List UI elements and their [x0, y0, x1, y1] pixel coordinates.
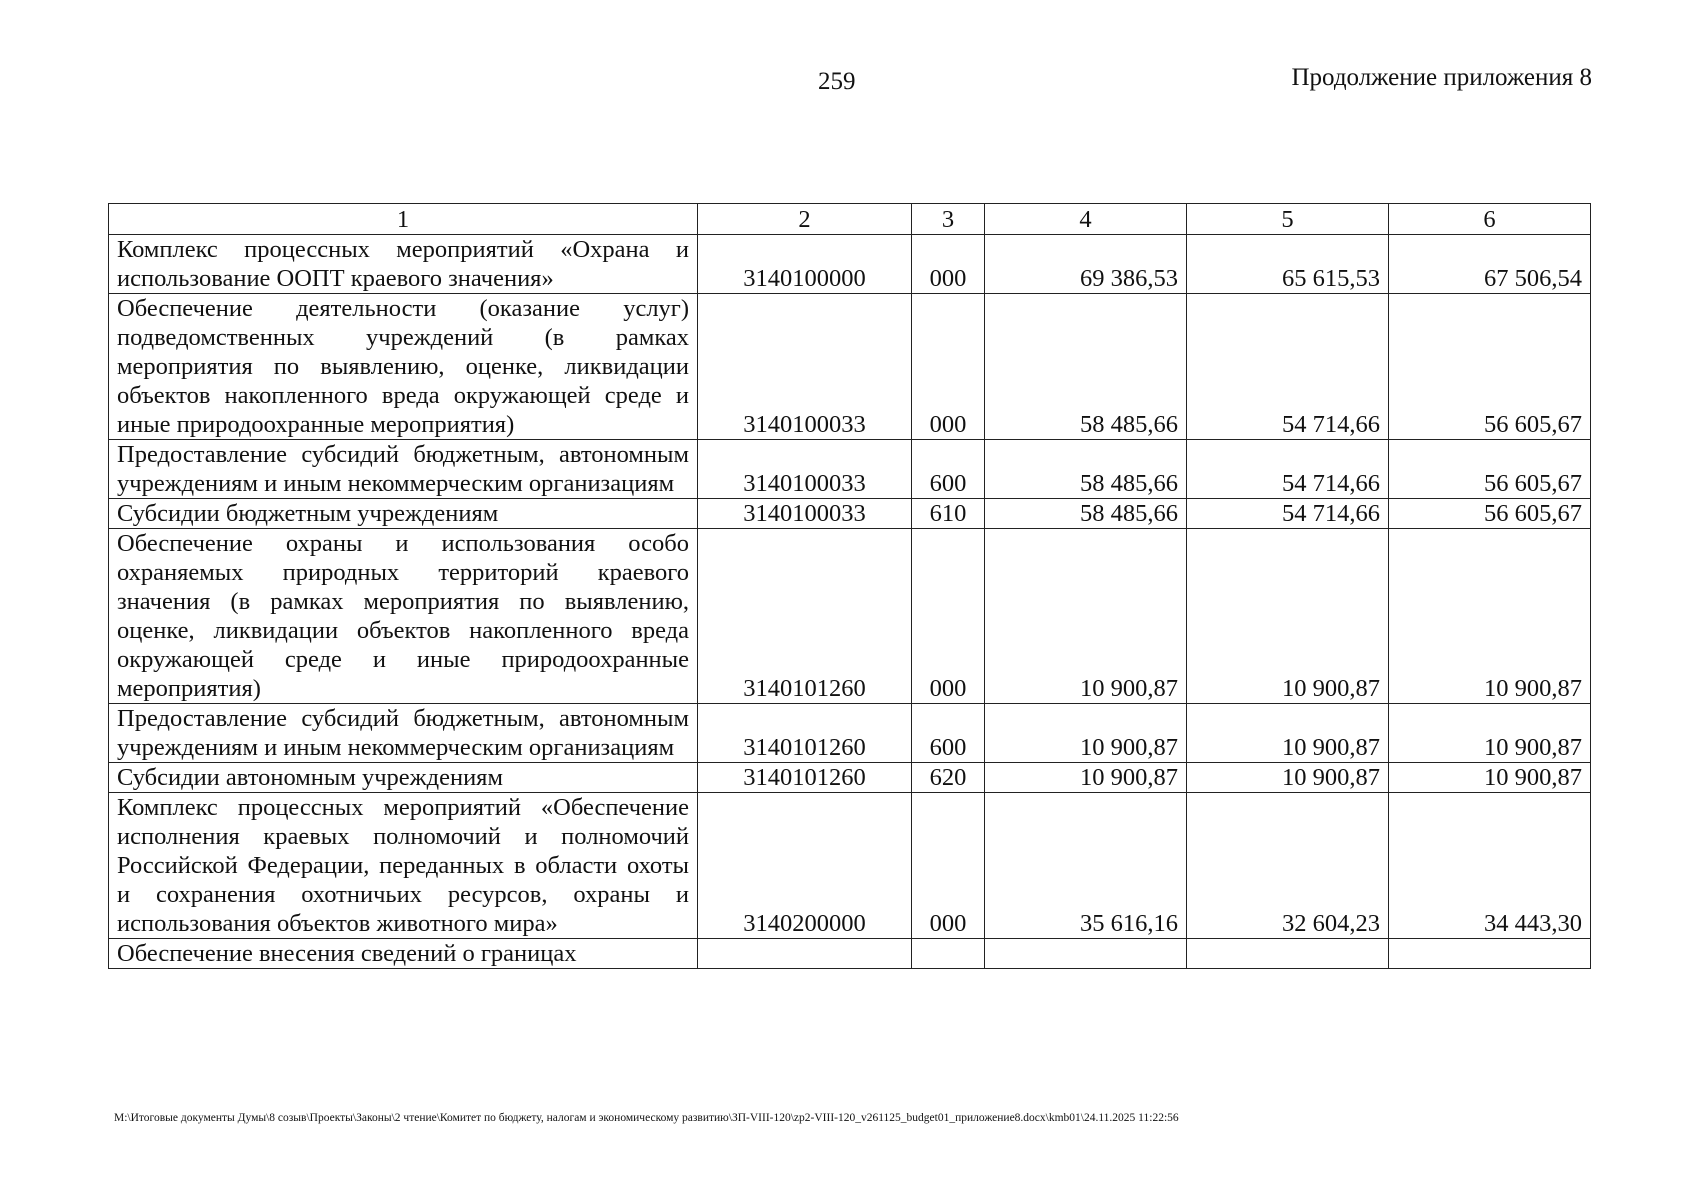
row-kind: 000 [912, 294, 985, 440]
row-value-5 [1187, 939, 1389, 969]
row-value-6: 67 506,54 [1389, 235, 1591, 294]
table-row [109, 294, 1591, 440]
row-value-5: 54 714,66 [1187, 440, 1389, 499]
file-path-footer: M:\Итоговые документы Думы\8 созыв\Проекты\Законы\2 чтение\Комитет по бюджету, налогам и экономическому развитию\ЗП-VIII-120\zp2-VIII-120_v261125_budget01_приложение8.docx\kmb01\24.11.2025 11:22:56 [114, 1112, 1179, 1124]
column-header: 2 [698, 204, 912, 235]
row-value-4: 58 485,66 [985, 440, 1187, 499]
row-code: 3140100033 [698, 440, 912, 499]
table-row [109, 704, 1591, 763]
row-value-5: 10 900,87 [1187, 529, 1389, 704]
row-value-6: 56 605,67 [1389, 294, 1591, 440]
row-value-4: 69 386,53 [985, 235, 1187, 294]
row-value-4 [985, 939, 1187, 969]
page-number: 259 [818, 68, 856, 95]
row-value-5: 65 615,53 [1187, 235, 1389, 294]
table-header-row [109, 204, 1591, 235]
row-kind: 600 [912, 704, 985, 763]
row-kind: 000 [912, 793, 985, 939]
row-name: Предоставление субсидий бюджетным, автономным учреждениям и иным некоммерческим организациям [109, 440, 698, 499]
row-value-4: 58 485,66 [985, 499, 1187, 529]
row-value-5: 10 900,87 [1187, 763, 1389, 793]
row-code: 3140101260 [698, 704, 912, 763]
row-name: Обеспечение деятельности (оказание услуг) подведомственных учреждений (в рамках мероприятия по выявлению, оценке, ликвидации объектов накопленного вреда окружающей среде и иные природоохранные мероприятия) [109, 294, 698, 440]
row-value-4: 10 900,87 [985, 529, 1187, 704]
table-row [109, 939, 1591, 969]
row-code: 3140100033 [698, 294, 912, 440]
row-name: Комплекс процессных мероприятий «Охрана и использование ООПТ краевого значения» [109, 235, 698, 294]
row-value-6: 10 900,87 [1389, 763, 1591, 793]
row-code: 3140100000 [698, 235, 912, 294]
row-value-6: 56 605,67 [1389, 499, 1591, 529]
budget-table [108, 203, 1591, 969]
row-value-5: 54 714,66 [1187, 499, 1389, 529]
row-value-5: 32 604,23 [1187, 793, 1389, 939]
row-value-6: 34 443,30 [1389, 793, 1591, 939]
appendix-continuation-label: Продолжение приложения 8 [1291, 64, 1592, 91]
row-code: 3140101260 [698, 529, 912, 704]
row-kind: 600 [912, 440, 985, 499]
row-name: Комплекс процессных мероприятий «Обеспечение исполнения краевых полномочий и полномочий Российской Федерации, переданных в области охоты и сохранения охотничьих ресурсов, охраны и использования объектов животного мира» [109, 793, 698, 939]
row-kind: 620 [912, 763, 985, 793]
row-value-4: 35 616,16 [985, 793, 1187, 939]
table-row [109, 440, 1591, 499]
row-kind [912, 939, 985, 969]
row-value-5: 54 714,66 [1187, 294, 1389, 440]
row-kind: 000 [912, 235, 985, 294]
row-code: 3140101260 [698, 763, 912, 793]
row-name: Предоставление субсидий бюджетным, автономным учреждениям и иным некоммерческим организациям [109, 704, 698, 763]
row-code: 3140100033 [698, 499, 912, 529]
table-row [109, 499, 1591, 529]
row-value-6: 10 900,87 [1389, 529, 1591, 704]
column-header: 6 [1389, 204, 1591, 235]
column-header: 1 [109, 204, 698, 235]
table-row [109, 793, 1591, 939]
row-kind: 000 [912, 529, 985, 704]
table-row [109, 235, 1591, 294]
row-code: 3140200000 [698, 793, 912, 939]
column-header: 5 [1187, 204, 1389, 235]
row-value-6: 56 605,67 [1389, 440, 1591, 499]
row-value-4: 10 900,87 [985, 763, 1187, 793]
row-name: Обеспечение внесения сведений о границах [109, 939, 698, 969]
column-header: 3 [912, 204, 985, 235]
row-name: Субсидии автономным учреждениям [109, 763, 698, 793]
row-value-4: 10 900,87 [985, 704, 1187, 763]
row-code [698, 939, 912, 969]
row-value-4: 58 485,66 [985, 294, 1187, 440]
row-kind: 610 [912, 499, 985, 529]
row-value-5: 10 900,87 [1187, 704, 1389, 763]
row-value-6: 10 900,87 [1389, 704, 1591, 763]
table-row [109, 529, 1591, 704]
table-row [109, 763, 1591, 793]
column-header: 4 [985, 204, 1187, 235]
row-name: Субсидии бюджетным учреждениям [109, 499, 698, 529]
row-value-6 [1389, 939, 1591, 969]
row-name: Обеспечение охраны и использования особо охраняемых природных территорий краевого значения (в рамках мероприятия по выявлению, оценке, ликвидации объектов накопленного вреда окружающей среде и иные природоохранные мероприятия) [109, 529, 698, 704]
